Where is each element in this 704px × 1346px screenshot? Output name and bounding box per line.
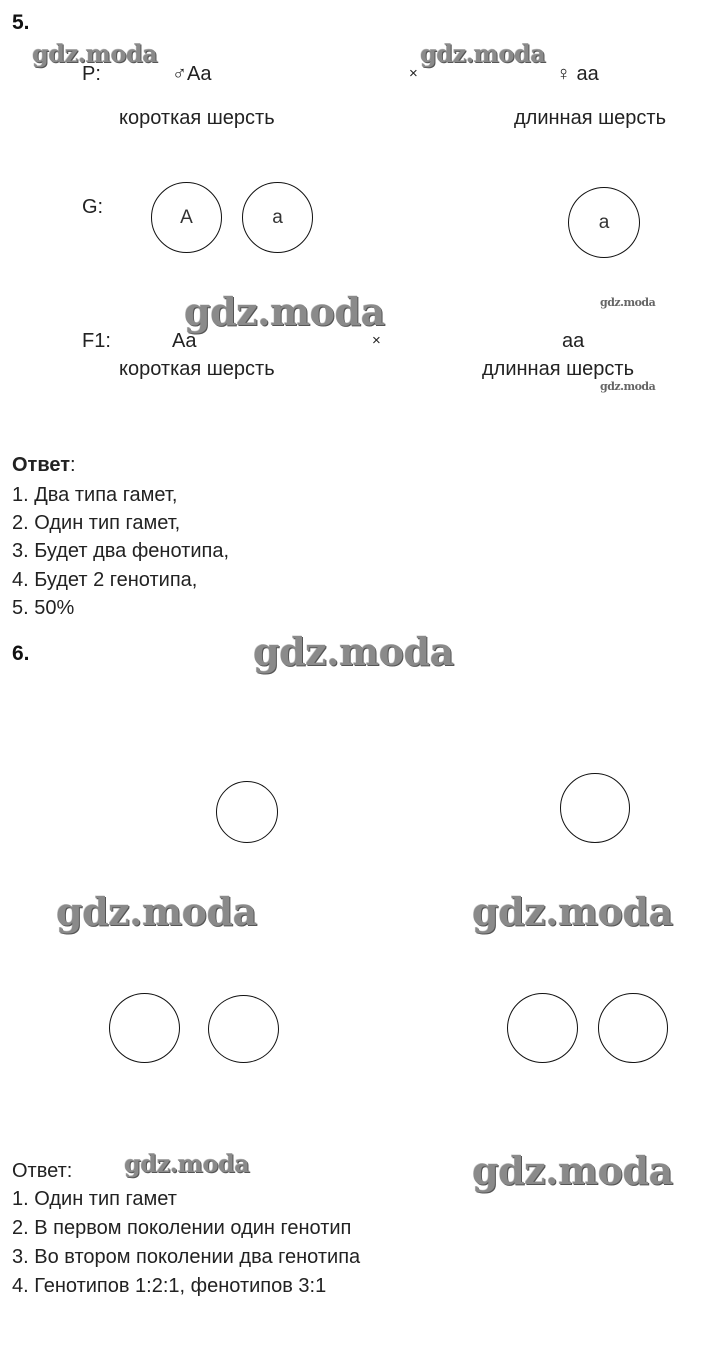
gamete-circle-A — [151, 182, 222, 253]
watermark: gdz.moda — [600, 296, 656, 309]
watermark: gdz.moda — [32, 39, 158, 68]
gamete-label: a — [598, 211, 610, 233]
scheme-circle-top-left — [216, 781, 278, 843]
task6-answer-1: 1. Один тип гамет — [12, 1188, 177, 1210]
task6-answer-4: 4. Генотипов 1:2:1, фенотипов 3:1 — [12, 1275, 327, 1297]
scheme-circle-bottom-2 — [208, 995, 279, 1063]
watermark: gdz.moda — [253, 629, 454, 674]
scheme-circle-bottom-4 — [598, 993, 668, 1063]
task5-answer-3: 3. Будет два фенотипа, — [12, 540, 230, 562]
gametes-label: G: — [82, 196, 104, 218]
answer-label: Ответ — [12, 454, 71, 476]
scheme-circle-bottom-3 — [507, 993, 578, 1063]
watermark: gdz.moda — [472, 1148, 673, 1193]
task5-answer-5: 5. 50% — [12, 597, 75, 619]
female-parent-phenotype: длинная шерсть — [514, 107, 666, 129]
male-parent-phenotype: короткая шерсть — [119, 107, 275, 129]
task5-answer-4: 4. Будет 2 генотипа, — [12, 569, 198, 591]
task5-answer-heading — [12, 455, 76, 475]
f1-cross-sign: × — [372, 332, 381, 349]
watermark: gdz.moda — [56, 889, 257, 934]
answer-colon: : — [70, 454, 76, 476]
watermark: gdz.moda — [184, 289, 385, 334]
task5-number: 5. — [12, 11, 30, 34]
f1-phenotype-1: короткая шерсть — [119, 358, 275, 380]
watermark: gdz.moda — [472, 889, 673, 934]
gamete-circle-a-male — [242, 182, 313, 253]
task6-answer-3: 3. Во втором поколении два генотипа — [12, 1246, 361, 1268]
parents-label: P: — [82, 63, 101, 85]
female-parent-genotype: ♀ aa — [556, 63, 599, 85]
watermark: gdz.moda — [124, 1149, 250, 1178]
scheme-circle-top-right — [560, 773, 630, 843]
task6-answer-label: Ответ: — [12, 1160, 73, 1182]
task5-answer-1: 1. Два типа гамет, — [12, 484, 178, 506]
task6-number: 6. — [12, 642, 30, 665]
f1-genotype-1: Aa — [172, 330, 197, 352]
f1-phenotype-2: длинная шерсть — [482, 358, 634, 380]
gamete-circle-a-female — [568, 187, 640, 258]
task5-answer-2: 2. Один тип гамет, — [12, 512, 181, 534]
gamete-label: a — [272, 206, 283, 228]
watermark: gdz.moda — [420, 39, 546, 68]
f1-genotype-2: aa — [562, 330, 585, 352]
watermark: gdz.moda — [600, 380, 656, 393]
scheme-circle-bottom-1 — [109, 993, 180, 1063]
gamete-label: A — [180, 206, 193, 228]
male-parent-genotype: ♂Aa — [172, 63, 212, 85]
parents-cross-sign: × — [409, 65, 418, 82]
f1-label: F1: — [82, 330, 111, 352]
task6-answer-2: 2. В первом поколении один генотип — [12, 1217, 352, 1239]
